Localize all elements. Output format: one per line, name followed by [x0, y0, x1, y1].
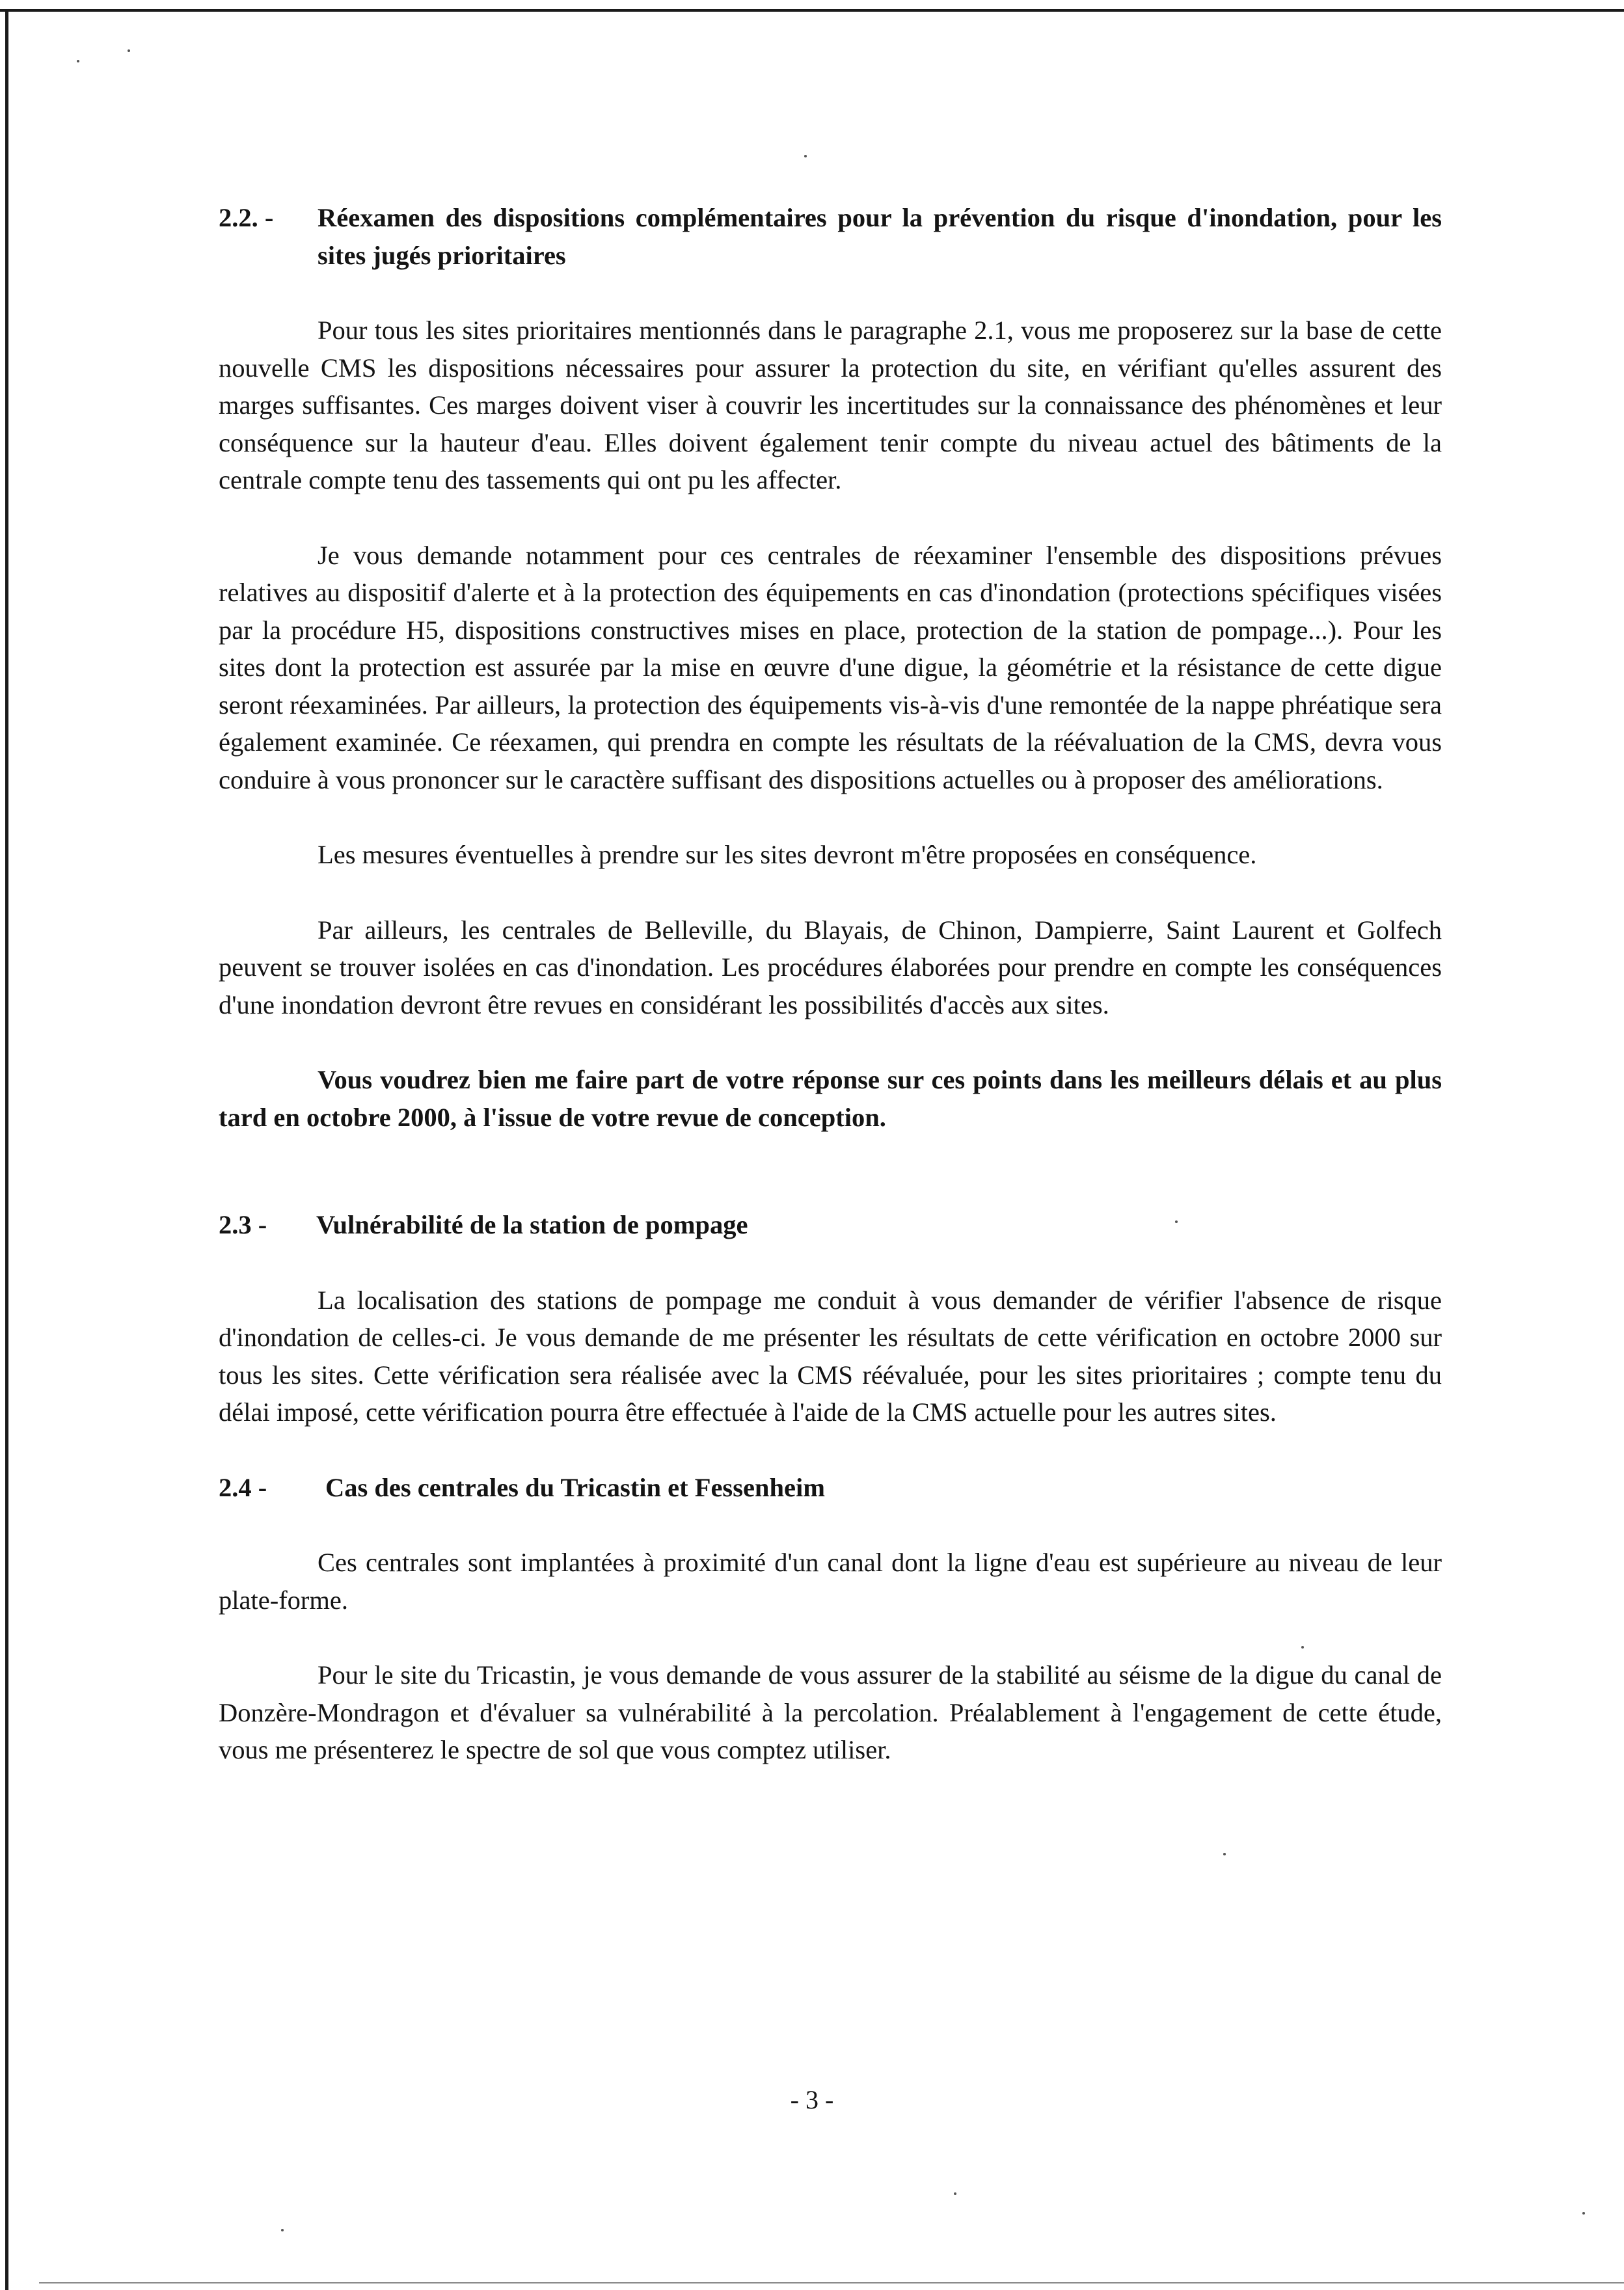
section-number: 2.3 - [219, 1210, 267, 1239]
scan-speck [1582, 2212, 1585, 2215]
scan-speck [954, 2192, 956, 2195]
request-paragraph: Vous voudrez bien me faire part de votre réponse sur ces points dans les meilleurs délais et au plus tard en octobre 2000, à l'issue de votre revue de conception. [219, 1065, 1442, 1132]
scan-border-bottom [39, 2282, 1624, 2283]
letter-body [219, 199, 1442, 1769]
paragraph: La localisation des stations de pompage me conduit à vous demander de vérifier l'absence de risque d'inondation de celles-ci. Je vous demande de me présenter les résultats de cette vérification en octobre 2000 sur tous les sites. Cette vérification sera réalisée avec la CMS réévaluée, pour les sites prioritaires ; compte tenu du délai imposé, cette vérification pourra être effectuée à l'aide de la CMS actuelle pour les autres sites. [219, 1285, 1442, 1427]
scan-speck [77, 60, 79, 62]
section-heading [219, 199, 1442, 274]
scan-speck [128, 49, 130, 52]
scan-border-left [5, 9, 8, 2290]
paragraph: Pour le site du Tricastin, je vous demande de vous assurer de la stabilité au séisme de la digue du canal de Donzère-Mondragon et d'évaluer sa vulnérabilité à la percolation. Préalablement à l'engagement de cette étude, vous me présenterez le spectre de sol que vous comptez utiliser. [219, 1660, 1442, 1764]
section-number: 2.2. - [219, 203, 274, 232]
paragraph: Je vous demande notamment pour ces centrales de réexaminer l'ensemble des dispositions prévues relatives au dispositif d'alerte et à la protection des équipements en cas d'inondation (protections spécifiques visées par la procédure H5, dispositions constructives mises en place, protection de la station de pompage...). Pour les sites dont la protection est assurée par la mise en œuvre d'une digue, la géométrie et la résistance de cette digue seront réexaminées. Par ailleurs, la protection des équipements vis-à-vis d'une remontée de la nappe phréatique sera également examinée. Ce réexamen, qui prendra en compte les résultats de la réévaluation de la CMS, devra vous conduire à vous prononcer sur le caractère suffisant des dispositions actuelles ou à proposer des améliorations. [219, 540, 1442, 794]
scan-border-top [0, 9, 1624, 12]
scan-speck [1223, 1853, 1226, 1855]
section-heading [219, 1206, 1442, 1244]
scan-speck [804, 155, 807, 157]
page-number: - 3 - [790, 2085, 834, 2114]
paragraph: Par ailleurs, les centrales de Belleville, du Blayais, de Chinon, Dampierre, Saint Laurent et Golfech peuvent se trouver isolées en cas d'inondation. Les procédures élaborées pour prendre en compte les conséquences d'une inondation devront être revues en considérant les possibilités d'accès aux sites. [219, 915, 1442, 1019]
section-title: Vulnérabilité de la station de pompage [316, 1210, 748, 1239]
section-title: Réexamen des dispositions complémentaires pour la prévention du risque d'inondation, pour les sites jugés prioritaires [318, 203, 1442, 270]
paragraph: Pour tous les sites prioritaires mentionnés dans le paragraphe 2.1, vous me proposerez sur la base de cette nouvelle CMS les dispositions nécessaires pour assurer la protection du site, en vérifiant qu'elles assurent des marges suffisantes. Ces marges doivent viser à couvrir les incertitudes sur la connaissance des phénomènes et leur conséquence sur la hauteur d'eau. Elles doivent également tenir compte du niveau actuel des bâtiments de la centrale compte tenu des tassements qui ont pu les affecter. [219, 316, 1442, 494]
scan-speck [281, 2229, 284, 2231]
section-title: Cas des centrales du Tricastin et Fessenheim [325, 1472, 825, 1502]
paragraph: Les mesures éventuelles à prendre sur les sites devront m'être proposées en conséquence. [318, 840, 1257, 869]
paragraph: Ces centrales sont implantées à proximité d'un canal dont la ligne d'eau est supérieure au niveau de leur plate-forme. [219, 1548, 1442, 1615]
section-heading [219, 1469, 1442, 1507]
section-number: 2.4 - [219, 1472, 267, 1502]
